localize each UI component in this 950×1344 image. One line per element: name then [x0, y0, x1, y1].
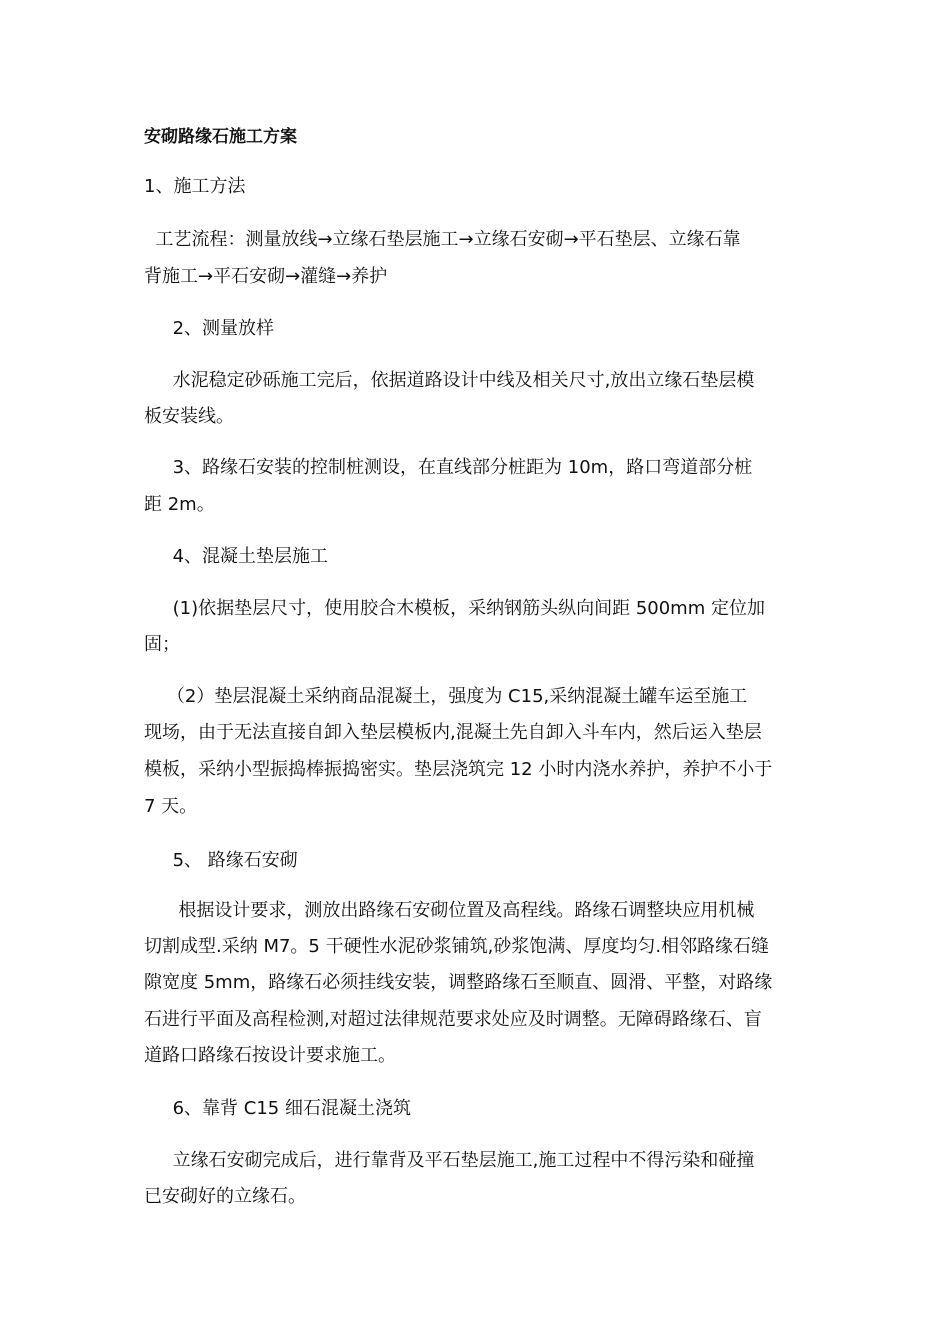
section-4-paragraph-1-line-2: 固； — [144, 634, 180, 655]
section-3-text-line-2: 距 2m。 — [144, 494, 215, 515]
section-5-heading: 5、 路缘石安砌 — [144, 850, 298, 871]
section-4-paragraph-1-line-1: (1)依据垫层尺寸，使用胶合木模板，采纳钢筋头纵向间距 500mm 定位加 — [144, 598, 765, 619]
section-5-text-line-3: 隙宽度 5mm，路缘石必须挂线安装，调整路缘石至顺直、圆滑、平整，对路缘 — [144, 972, 773, 993]
section-5-text-line-2: 切割成型.采纳 M7。5 干硬性水泥砂浆铺筑,砂浆饱满、厚度均匀.相邻路缘石缝 — [144, 936, 770, 957]
section-4-paragraph-2-line-2: 现场，由于无法直接自卸入垫层模板内,混凝土先自卸入斗车内，然后运入垫层 — [144, 722, 762, 743]
section-1-text-line-1: 工艺流程：测量放线→立缘石垫层施工→立缘石安砌→平石垫层、立缘石靠 — [144, 229, 741, 250]
section-2-heading: 2、测量放样 — [144, 318, 275, 339]
section-5-text-line-5: 道路口路缘石按设计要求施工。 — [144, 1045, 396, 1066]
section-5-text-line-4: 石进行平面及高程检测,对超过法律规范要求处应及时调整。无障碍路缘石、盲 — [144, 1009, 762, 1030]
section-4-paragraph-2-line-4: 7 天。 — [144, 796, 198, 817]
section-3-text-line-1: 3、路缘石安装的控制桩测设，在直线部分桩距为 10m，路口弯道部分桩 — [144, 457, 753, 478]
section-1-text-line-2: 背施工→平石安砌→灌缝→养护 — [144, 266, 388, 287]
section-6-text-line-1: 立缘石安砌完成后，进行靠背及平石垫层施工,施工过程中不得污染和碰撞 — [144, 1150, 755, 1171]
section-6-heading: 6、靠背 C15 细石混凝土浇筑 — [144, 1098, 411, 1119]
section-5-text-line-1: 根据设计要求，测放出路缘石安砌位置及高程线。路缘石调整块应用机械 — [144, 900, 755, 921]
section-4-paragraph-2-line-1: （2）垫层混凝土采纳商品混凝土，强度为 C15,采纳混凝土罐车运至施工 — [144, 686, 748, 707]
section-4-paragraph-2-line-3: 模板，采纳小型振捣棒振捣密实。垫层浇筑完 12 小时内浇水养护，养护不小于 — [144, 759, 773, 780]
section-2-text-line-2: 板安装线。 — [144, 406, 234, 427]
section-1-heading: 1、施工方法 — [144, 176, 246, 197]
section-6-text-line-2: 已安砌好的立缘石。 — [144, 1186, 306, 1207]
section-4-heading: 4、混凝土垫层施工 — [144, 546, 329, 567]
document-title: 安砌路缘石施工方案 — [144, 127, 297, 147]
section-2-text-line-1: 水泥稳定砂砾施工完后，依据道路设计中线及相关尺寸,放出立缘石垫层模 — [144, 370, 755, 391]
